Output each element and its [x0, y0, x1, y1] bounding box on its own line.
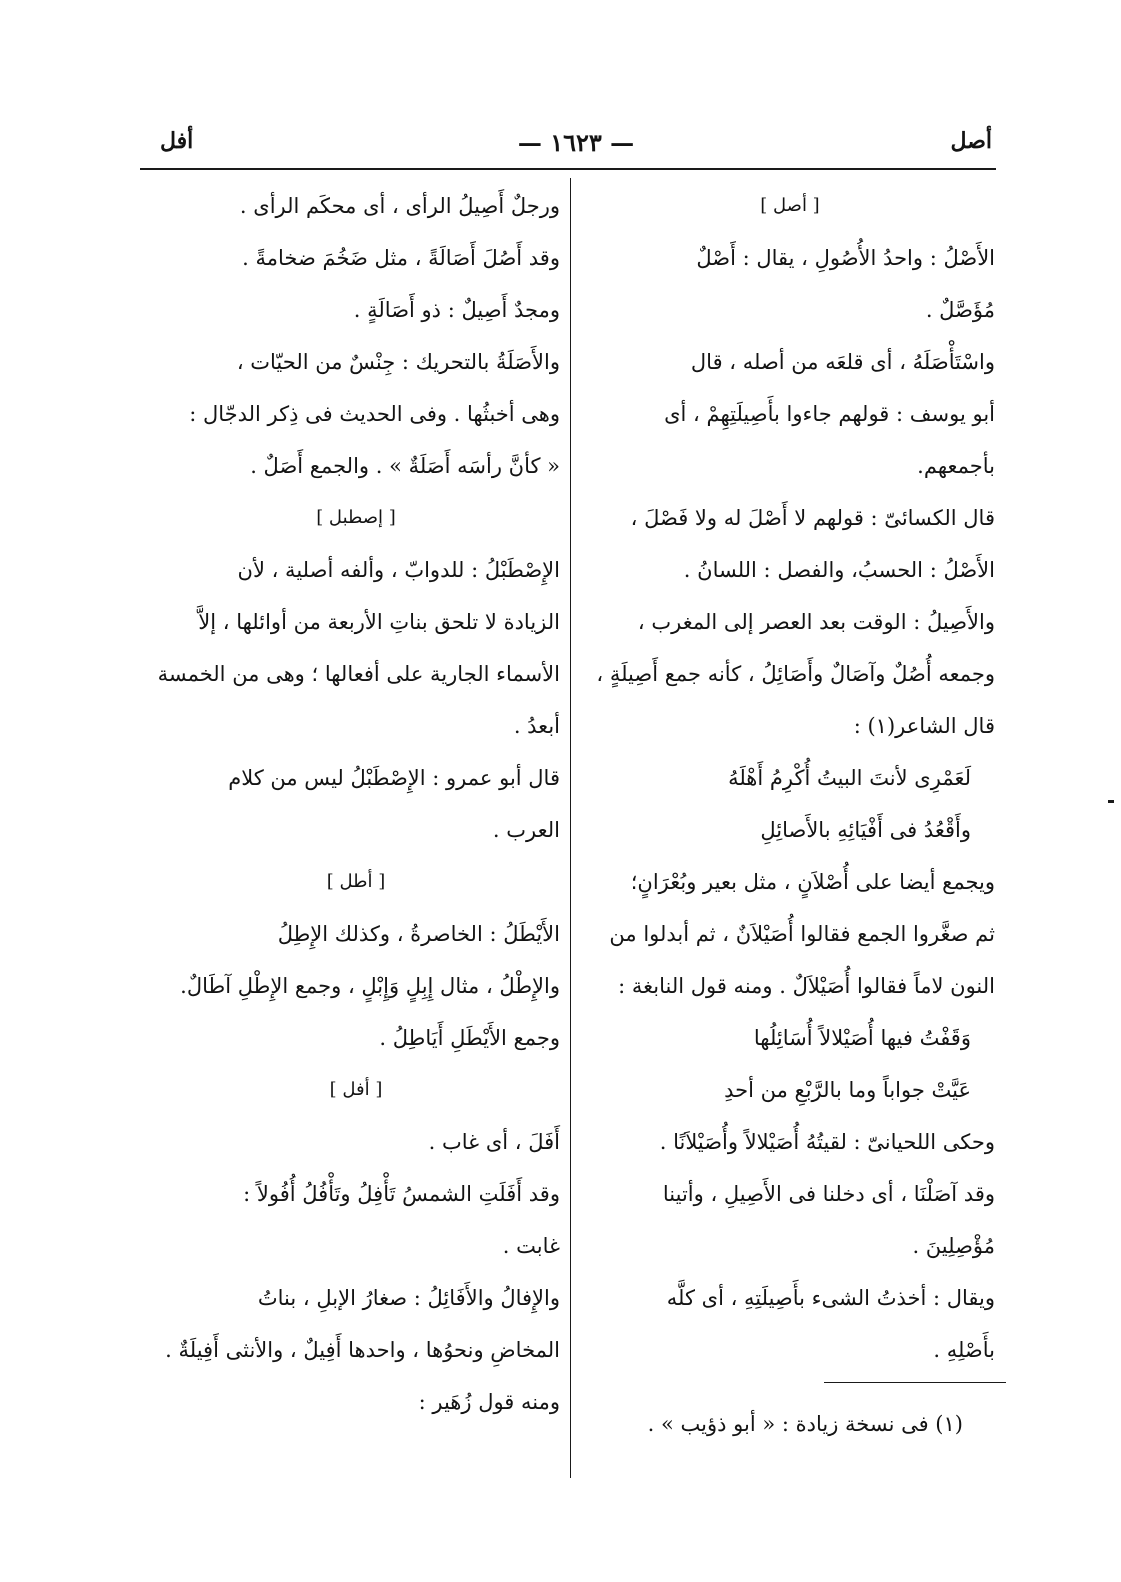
text-line: ورجلٌ أَصِيلُ الرأى ، أى محكَم الرأى .	[239, 194, 560, 218]
footnote-rule	[824, 1382, 1006, 1383]
text-line: وجمع الأَيْطَلِ أَيَاطِلُ .	[379, 1026, 560, 1050]
header-root-word: أصل	[950, 128, 992, 154]
text-line: المخاضِ ونحوُها ، واحدها أَفِيلٌ ، والأنثى أَفِيلَةٌ .	[165, 1338, 560, 1362]
text-line: وقد أَفَلَتِ الشمسُ تَأْفِلُ وتَأْفُلُ أُفُولاً :	[243, 1182, 560, 1206]
entry-heading: [ أطل ]	[326, 871, 386, 892]
entry-heading: [ أصل ]	[760, 195, 820, 216]
text-line: ومجدٌ أَصِيلٌ : ذو أَصَالَةٍ .	[353, 298, 560, 322]
text-line: العرب .	[492, 818, 560, 842]
text-line: والإِطْلُ ، مثال إِبِلٍ وَإِبْلٍ ، وجمع الإِطْلِ آطَالٌ.	[180, 974, 560, 998]
text-line: الأسماء الجارية على أفعالها ؛ وهى من الخمسة أبعدُ .	[157, 662, 560, 738]
margin-mark	[1108, 800, 1114, 803]
text-line: مُؤَصَّلٌ .	[925, 298, 995, 322]
text-line: أبو يوسف : قولهم جاءوا بأَصِيلَتِهِمْ ، أى بأجمعهم.	[664, 402, 995, 478]
verse-line: وَقَفْتُ فيها أُصَيْلالاً أُسَائِلُها	[753, 1026, 971, 1050]
text-line: قال الكسائىّ : قولهم لا أَصْلَ له ولا فَصْلَ ،	[630, 506, 995, 530]
text-line: قال أبو عمرو : الإِصْطَبْلُ ليس من كلام	[228, 766, 560, 790]
text-line: مُؤْصِلِينَ .	[912, 1234, 995, 1258]
text-line: ثم صغَّروا الجمع فقالوا أُصَيْلاَنٌ ، ثم أبدلوا من	[609, 922, 995, 946]
text-line: والإِفالُ والأَفَائِلُ : صغارُ الإبلِ ، بناتُ	[257, 1286, 560, 1310]
text-line: الأَيْطَلُ : الخاصرةُ ، وكذلك الإِطِلُ	[277, 922, 560, 946]
right-column	[585, 180, 995, 1376]
column-divider	[570, 178, 571, 1478]
entry-heading: [ إصطبل ]	[316, 507, 396, 528]
text-line: وجمعه أُصُلٌ وآصَالٌ وأَصَائِلُ ، كأنه جمع أَصِيلَةٍ ،	[596, 662, 995, 686]
verse-line: عَيَّتْ جواباً وما بالرَّبْعِ من أحدِ	[724, 1078, 971, 1102]
text-line: النون لاماً فقالوا أُصَيْلاَلٌ . ومنه قول النابغة :	[618, 974, 995, 998]
text-line: بأَصْلِهِ .	[933, 1338, 995, 1362]
text-line: وهى أخبثُها . وفى الحديث فى ذِكر الدجّال :	[189, 402, 560, 426]
text-line: قال الشاعر(١) :	[853, 714, 995, 738]
text-line: وقد آصَلْنَا ، أى دخلنا فى الأَصِيلِ ، وأتينا	[662, 1182, 995, 1206]
header-rule	[140, 168, 996, 170]
page-number: — ١٦٢٣ —	[517, 128, 635, 157]
text-line: ومنه قول زُهَير :	[418, 1390, 560, 1414]
text-line: والأَصَلَةُ بالتحريك : جِنْسٌ من الحيّات ،	[236, 350, 560, 374]
text-line: غابت .	[502, 1234, 560, 1258]
verse-line: وأَقْعُدُ فى أَفْيَائِهِ بالأَصائِلِ	[760, 818, 971, 842]
header-last-root: أفل	[160, 128, 194, 154]
left-column	[152, 180, 560, 1428]
text-line: وقد أَصُلَ أَصَالَةً ، مثل ضَخُمَ ضخامةً .	[242, 246, 560, 270]
text-line: وحكى اللحيانىّ : لقيتُهُ أُصَيْلالاً وأُصَيْلاَنًا .	[659, 1130, 995, 1154]
text-line: ويقال : أخذتُ الشىء بأَصِيلَتِهِ ، أى كلَّه	[666, 1286, 995, 1310]
verse-line: لَعَمْرِى لأنتَ البيتُ أُكْرِمُ أَهْلَهُ	[728, 766, 971, 790]
text-line: والأَصِيلُ : الوقت بعد العصر إلى المغرب ،	[637, 610, 995, 634]
text-line: ويجمع أيضا على أُصْلاَنٍ ، مثل بعير وبُعْرَانٍ؛	[630, 870, 995, 894]
text-line: الأَصْلُ : واحدُ الأُصُولِ ، يقال : أَصْلٌ	[696, 246, 995, 270]
text-line: الإِصْطَبْلُ : للدوابّ ، وألفه أصلية ، لأن	[237, 558, 560, 582]
entry-heading: [ أفل ]	[329, 1079, 383, 1100]
text-line: أَفَلَ ، أى غاب .	[428, 1130, 560, 1154]
footnote: (١) فى نسخة زيادة : « أبو ذؤيب » .	[647, 1412, 963, 1436]
text-line: الزيادة لا تلحق بناتِ الأربعة من أوائلها ، إلاَّ	[198, 610, 560, 634]
text-line: « كأنَّ رأسَه أَصَلَةٌ » . والجمع أَصَلٌ .	[250, 454, 560, 478]
page-header	[160, 128, 992, 168]
text-line: واسْتَأْصَلَهُ ، أى قلعَه من أصله ، قال	[690, 350, 995, 374]
text-line: الأَصْلُ : الحسبُ، والفصل : اللسانُ .	[683, 558, 995, 582]
